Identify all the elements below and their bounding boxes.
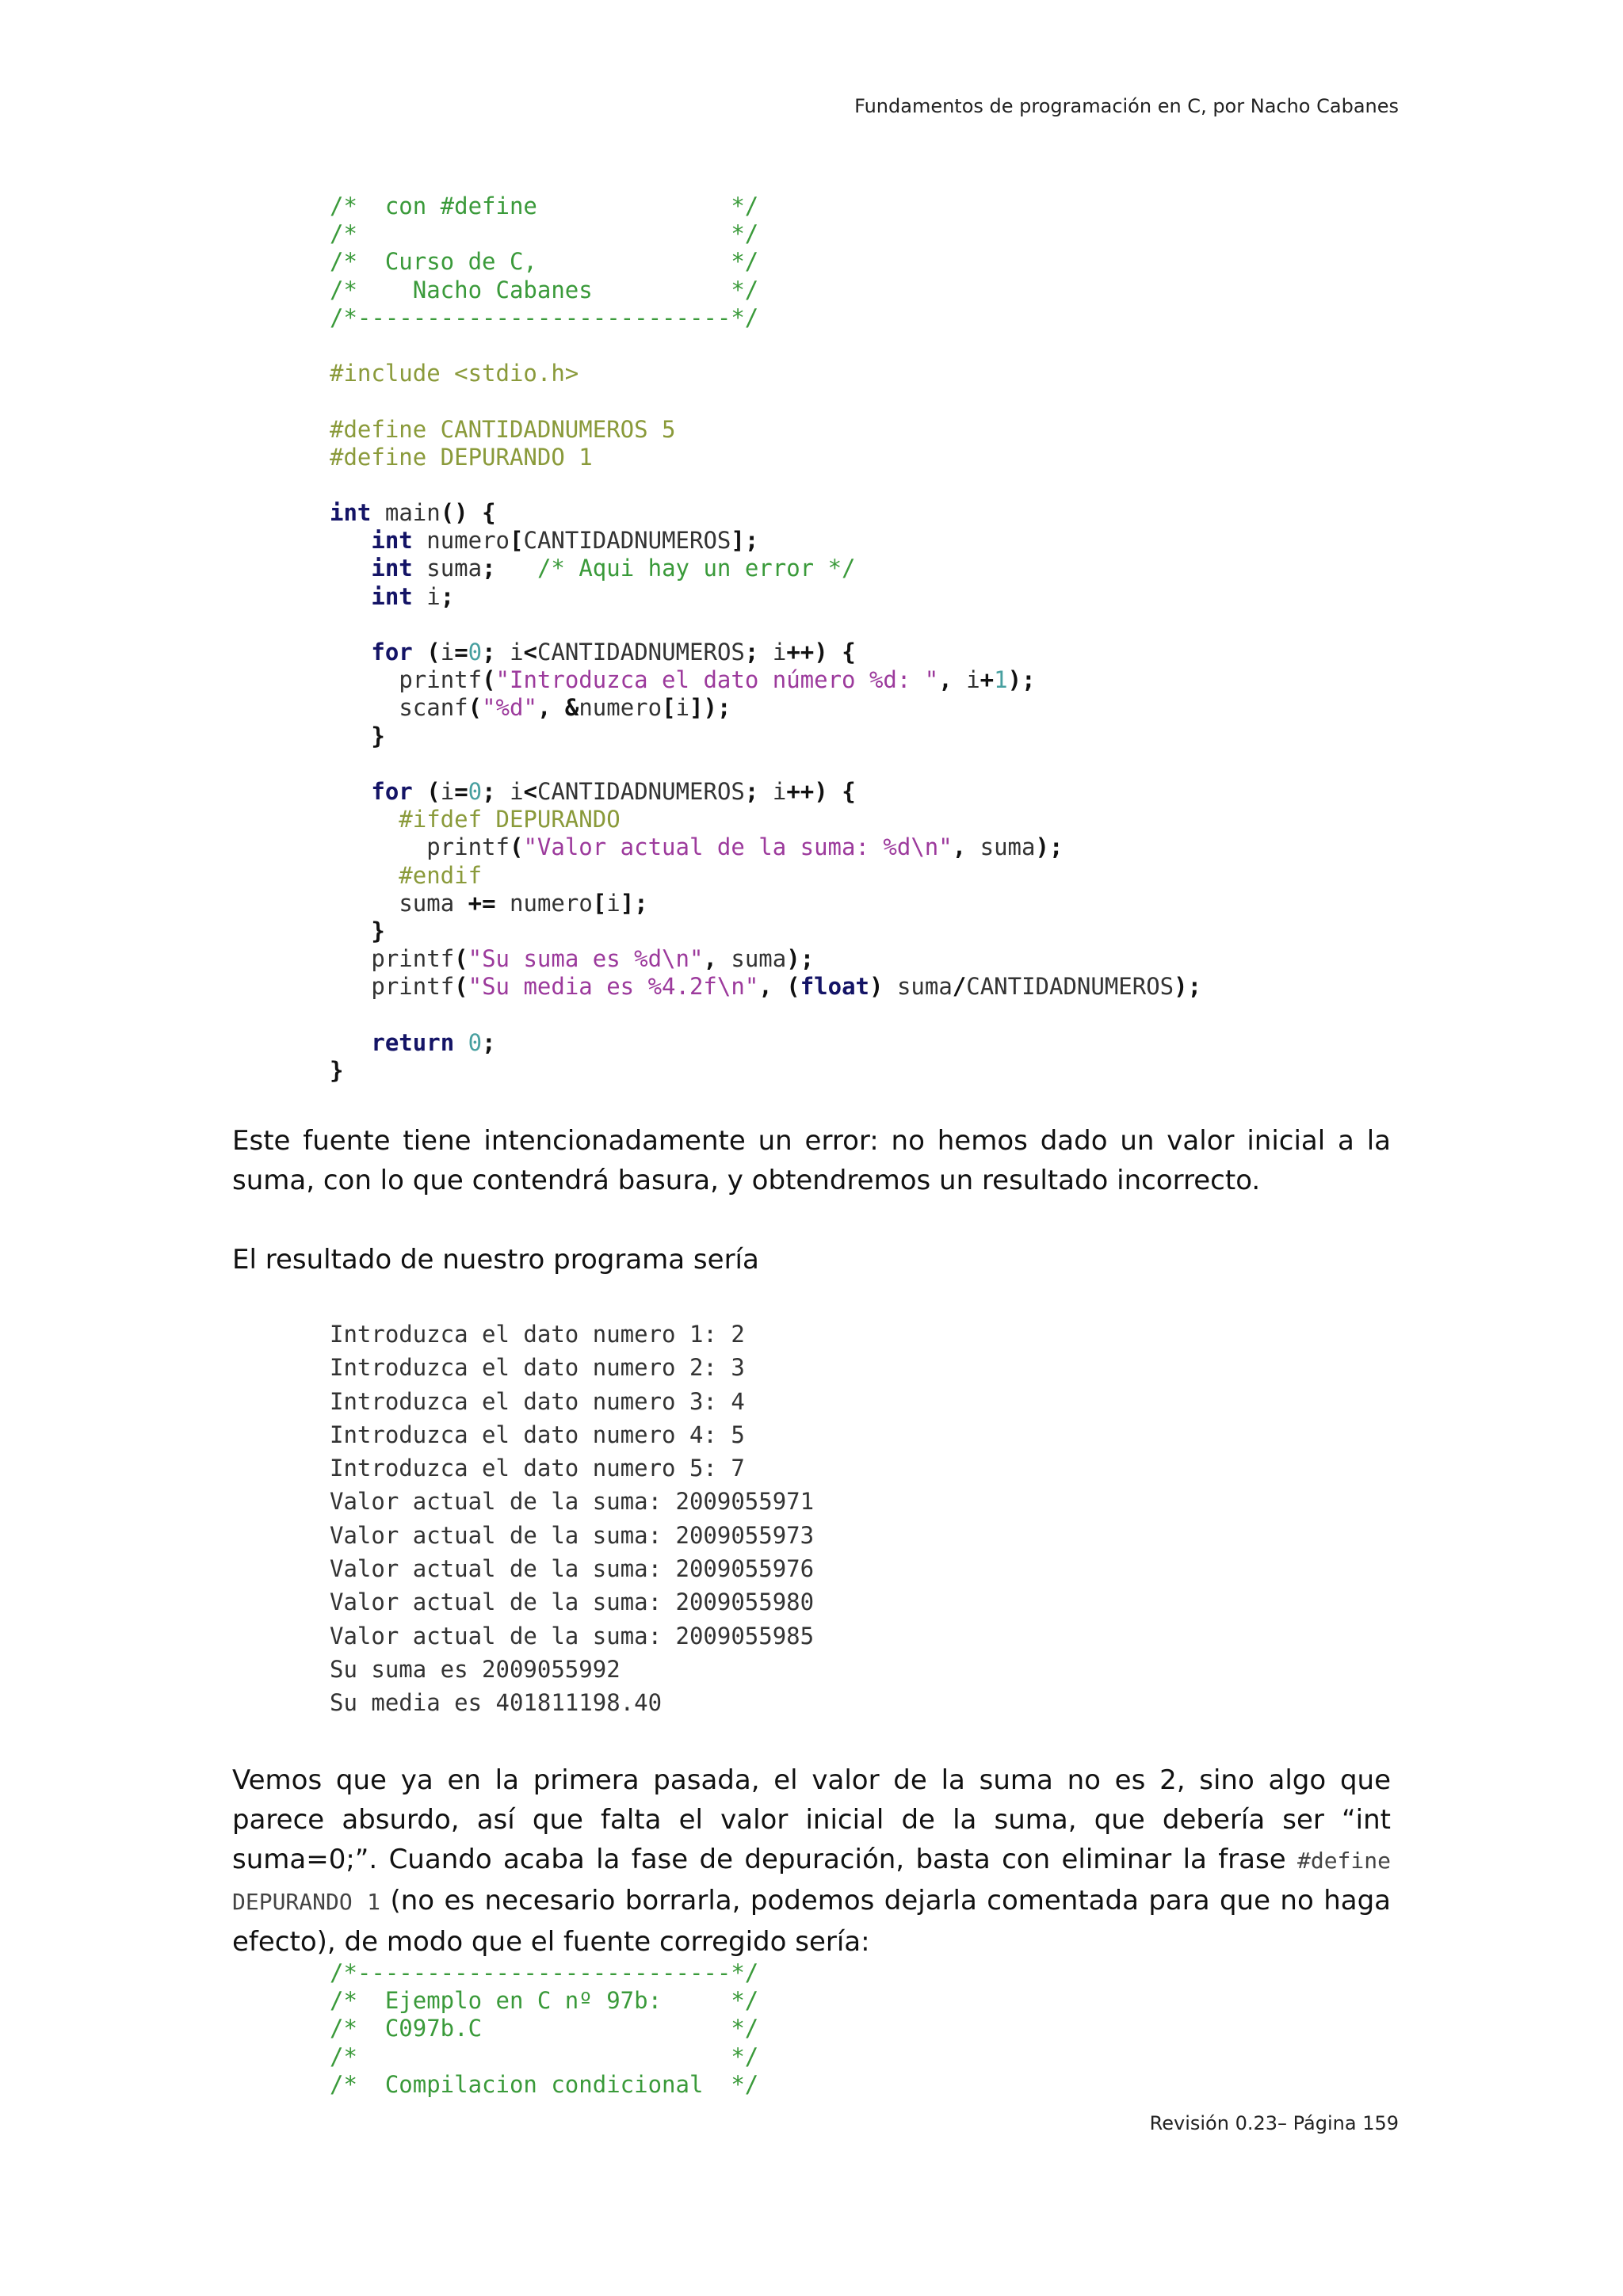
output-line: Valor actual de la suma: 2009055973	[330, 1521, 815, 1549]
code-line-line: suma += numero[i];	[399, 889, 648, 917]
output-line: Valor actual de la suma: 2009055980	[330, 1589, 815, 1616]
code-line-line: for (i=0; i<CANTIDADNUMEROS; i++) {	[371, 639, 856, 666]
code-line-line: printf("Su suma es %d\n", suma);	[371, 945, 815, 973]
code-line-line: printf("Introduzca el dato número %d: ", i+1);	[399, 666, 1036, 694]
code-line-line: scanf("%d", &numero[i]);	[399, 694, 731, 722]
paragraph-result-intro: El resultado de nuestro programa sería	[232, 1244, 759, 1276]
code-listing-main	[330, 193, 1201, 1085]
code-line-line: #include <stdio.h>	[330, 360, 579, 387]
code-line-line	[330, 750, 1201, 778]
code-line-line: #define DEPURANDO 1	[330, 443, 593, 471]
code-line-line: }	[371, 917, 385, 944]
code-line-line: }	[330, 1056, 344, 1084]
code-line-line: int i;	[371, 582, 455, 610]
code-line-line: /* Ejemplo en C nº 97b: */	[330, 1987, 759, 2015]
code-line-line: printf("Valor actual de la suma: %d\n", suma);	[426, 833, 1064, 861]
output-line: Su suma es 2009055992	[330, 1655, 621, 1683]
code-line-line: /* Compilacion condicional */	[330, 2070, 759, 2098]
output-line: Introduzca el dato numero 5: 7	[330, 1455, 745, 1482]
code-line-line: for (i=0; i<CANTIDADNUMEROS; i++) {	[371, 777, 856, 805]
output-line: Valor actual de la suma: 2009055971	[330, 1488, 815, 1516]
output-line: Valor actual de la suma: 2009055985	[330, 1622, 815, 1650]
paragraph-fix-explanation	[232, 1760, 1391, 1962]
page-footer: Revisión 0.23– Página 159	[1149, 2112, 1399, 2134]
code-line-line	[330, 332, 1201, 360]
code-line-line: int numero[CANTIDADNUMEROS];	[371, 527, 759, 555]
code-line-line: /* Nacho Cabanes */	[330, 276, 759, 303]
code-line-line: /*---------------------------*/	[330, 1959, 759, 1986]
output-line: Introduzca el dato numero 2: 3	[330, 1354, 745, 1382]
code-line-line: }	[371, 722, 385, 749]
code-line-line: /* con #define */	[330, 193, 759, 219]
code-line-line: int main() {	[330, 499, 496, 527]
code-line-line: /* */	[330, 2042, 759, 2070]
program-output	[330, 1318, 814, 1720]
output-line: Introduzca el dato numero 1: 2	[330, 1321, 745, 1348]
page-header: Fundamentos de programación en C, por Nacho Cabanes	[854, 95, 1399, 117]
output-line: Introduzca el dato numero 4: 5	[330, 1421, 745, 1448]
code-line-line: /* C097b.C */	[330, 2015, 759, 2042]
paragraph-error-explanation: Este fuente tiene intencionadamente un error: no hemos dado un valor inicial a la suma, con lo que contendrá basura, y obtendremos un resultado incorrecto.	[232, 1125, 1391, 1196]
code-line-line: #define CANTIDADNUMEROS 5	[330, 415, 676, 443]
code-line-line: int suma; /* Aqui hay un error */	[371, 555, 856, 582]
output-line: Introduzca el dato numero 3: 4	[330, 1387, 745, 1415]
output-line: Su media es 401811198.40	[330, 1689, 663, 1717]
code-line-line	[330, 387, 1201, 415]
code-line-line: return 0;	[371, 1028, 496, 1056]
inline-code-define: #define DEPURANDO 1	[232, 1848, 1391, 1915]
code-line-line: /* */	[330, 220, 759, 248]
code-line-line	[330, 471, 1201, 499]
code-line-line	[330, 1001, 1201, 1028]
output-line: Valor actual de la suma: 2009055976	[330, 1555, 815, 1583]
code-line-line: /*---------------------------*/	[330, 303, 759, 331]
code-listing-corrected	[330, 1959, 758, 2099]
paragraph-fix-text-before: Vemos que ya en la primera pasada, el valor de la suma no es 2, sino algo que parece absurdo, así que falta el valor inicial de la suma, que debería ser “int suma=0;”. Cuando acaba la fase de depuración, basta con eliminar la frase	[232, 1764, 1391, 1875]
code-line-line	[330, 611, 1201, 639]
code-line-line: /* Curso de C, */	[330, 248, 759, 276]
paragraph-fix-text-after: (no es necesario borrarla, podemos dejarla comentada para que no haga efecto), de modo que el fuente corregido sería:	[232, 1885, 1391, 1958]
code-line-line: #ifdef DEPURANDO	[330, 806, 621, 833]
code-line-line: #endif	[330, 861, 483, 889]
code-line-line: printf("Su media es %4.2f\n", (float) suma/CANTIDADNUMEROS);	[371, 973, 1202, 1001]
